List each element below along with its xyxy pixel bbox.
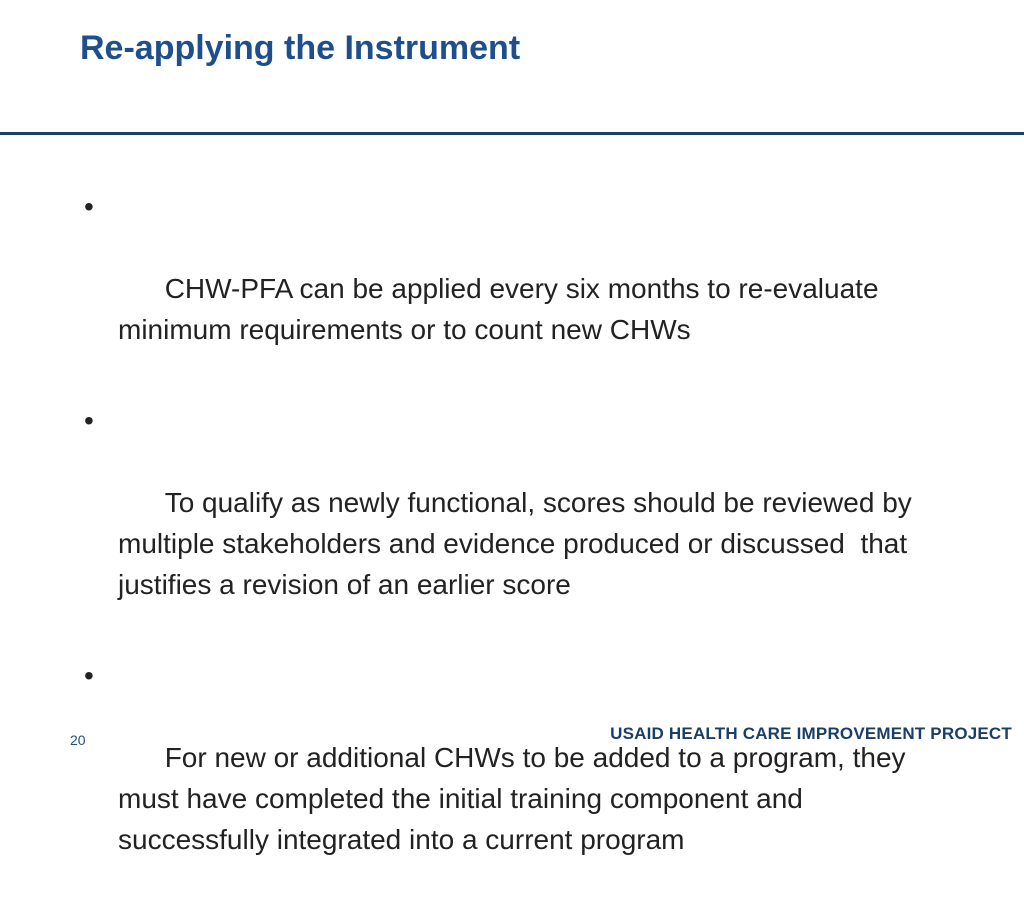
slide-title: Re-applying the Instrument xyxy=(80,29,521,67)
bullet-item xyxy=(78,400,918,646)
bullet-item xyxy=(78,655,918,901)
bullet-list xyxy=(78,186,918,910)
bullet-icon: • xyxy=(84,660,94,691)
bullet-icon: • xyxy=(84,405,94,436)
footer-brand-logo: USAID HEALTH CARE IMPROVEMENT PROJECT xyxy=(610,724,1012,743)
bullet-text: For new or additional CHWs to be added to a program, they must have completed the initial training component and successfully integrated into a current program xyxy=(118,742,914,855)
bullet-text: To qualify as newly functional, scores should be reviewed by multiple stakeholders and evidence produced or discussed that justifies a revision of an earlier score xyxy=(118,487,920,600)
bullet-item xyxy=(78,186,918,391)
bullet-icon: • xyxy=(84,191,94,222)
page-number: 20 xyxy=(70,732,86,748)
bullet-text: CHW-PFA can be applied every six months to re-evaluate minimum requirements or to count new CHWs xyxy=(118,273,887,345)
title-divider xyxy=(0,132,1024,135)
